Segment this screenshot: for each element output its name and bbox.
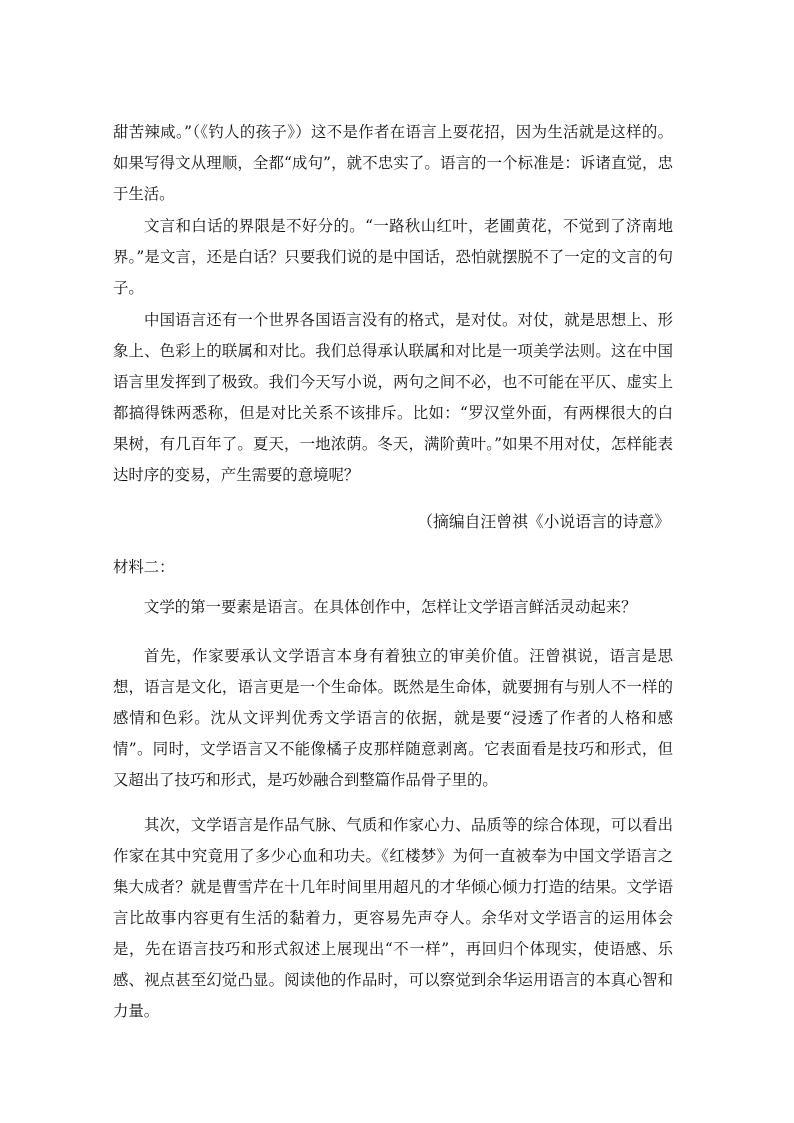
paragraph-duizhang: 中国语言还有一个世界各国语言没有的格式，是对仗。对仗，就是思想上、形象上、色彩上的联属和对比。我们总得承认联属和对比是一项美学法则。这在中国语言里发挥到了极致。我们今天写小说，两句之间不必，也不可能在平仄、虚实上都搞得铢两悉称，但是对比关系不该排斥。比如：“罗汉堂外面，有两棵很大的白果树，有几百年了。夏天，一地浓荫。冬天，满阶黄叶。”如果不用对仗，怎样能表达时序的变易，产生需要的意境呢？ <box>113 311 673 484</box>
paragraph-shouxian: 首先，作家要承认文学语言本身有着独立的审美价值。汪曾祺说，语言是思想，语言是文化，语言更是一个生命体。既然是生命体，就要拥有与别人不一样的感情和色彩。沈从文评判优秀文学语言的依据，就是要“浸透了作者的人格和感情”。同时，文学语言又不能像橘子皮那样随意剥离。它表面看是技巧和形式，但又超出了技巧和形式，是巧妙融合到整篇作品骨子里的。 <box>113 647 673 789</box>
section-label: 材料二： <box>113 558 175 576</box>
paragraph-continuation: 甜苦辣咸。”（《钓人的孩子》）这不是作者在语言上耍花招，因为生活就是这样的。如果写得文从理顺，全都“成句”，就不忠实了。语言的一个标准是：诉诸直觉，忠于生活。 <box>113 123 673 203</box>
paragraph-first-element: 文学的第一要素是语言。在具体创作中，怎样让文学语言鲜活灵动起来？ <box>144 598 637 616</box>
paragraph-qici: 其次，文学语言是作品气脉、气质和作家心力、品质等的综合体现，可以看出作家在其中究竟用了多少心血和功夫。《红楼梦》为何一直被奉为中国文学语言之集大成者？就是曹雪芹在十几年时间里用超凡的才华倾心倾力打造的结果。文学语言比故事内容更有生活的黏着力，更容易先声夺人。余华对文学语言的运用体会是，先在语言技巧和形式叙述上展现出“不一样”，再回归个体现实，使语感、乐感、视点甚至幻觉凸显。阅读他的作品时，可以察觉到余华运用语言的本真心智和力量。 <box>113 816 673 1020</box>
source-citation: （摘编自汪曾祺《小说语言的诗意》 <box>417 512 670 531</box>
paragraph-wenyan-baihua: 文言和白话的界限是不好分的。“一路秋山红叶，老圃黄花，不觉到了济南地界。”是文言，还是白话？只要我们说的是中国话，恐怕就摆脱不了一定的文言的句子。 <box>113 217 673 297</box>
